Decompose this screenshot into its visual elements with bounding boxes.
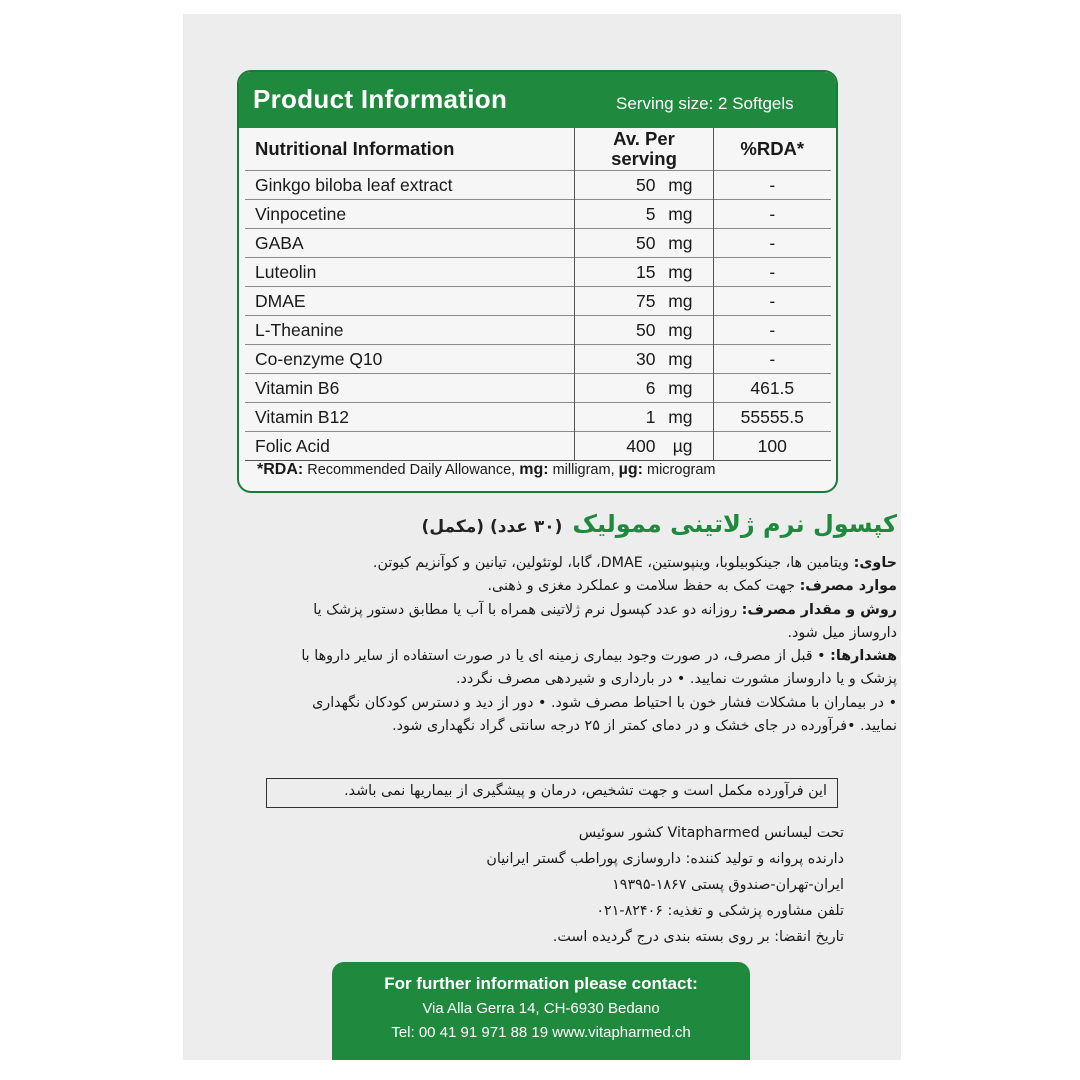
amount-qty: 6	[645, 377, 656, 398]
nutrition-row	[245, 229, 831, 258]
persian-subtitle: (۳۰ عدد) (مکمل)	[421, 517, 563, 537]
amount-qty: 50	[636, 174, 656, 195]
ingredient-rda: 55555.5	[740, 406, 804, 427]
ingredient-amount	[575, 374, 713, 403]
ingredient-amount	[575, 258, 713, 287]
amount-unit: µg	[672, 435, 693, 456]
contains-label: حاوی:	[853, 555, 897, 571]
dosage-text: روزانه دو عدد کپسول نرم ژلاتینی همراه با آب یا مطابق دستور پزشک یا داروساز میل شود.	[313, 601, 897, 641]
usage-text: جهت کمک به حفظ سلامت و عملکرد مغزی و ذهنی.	[487, 578, 800, 595]
ingredient-rda: -	[769, 174, 776, 195]
amount-unit: mg	[668, 203, 693, 224]
dosage-line	[297, 599, 897, 646]
amount-qty: 75	[636, 290, 656, 311]
header-name: Nutritional Information	[255, 138, 455, 159]
contact-address: Via Alla Gerra 14, CH-6930 Bedano	[422, 1000, 660, 1017]
amount-qty: 1	[645, 406, 656, 427]
ingredient-amount	[575, 229, 713, 258]
serving-size: Serving size: 2 Softgels	[616, 94, 794, 113]
ingredient-amount	[575, 403, 713, 432]
amount-qty: 50	[636, 232, 656, 253]
phone-line: تلفن مشاوره پزشکی و تغذیه: ۸۲۴۰۶-۰۲۱	[596, 903, 844, 919]
info-header	[239, 72, 836, 128]
footnote-rda-text: Recommended Daily Allowance,	[303, 462, 520, 478]
ingredient-amount	[575, 287, 713, 316]
contact-box	[332, 962, 750, 1060]
nutrition-row	[245, 374, 831, 403]
amount-unit: mg	[668, 174, 693, 195]
nutrition-row	[245, 432, 831, 461]
ingredient-name: Folic Acid	[255, 435, 330, 456]
amount-unit: mg	[668, 261, 693, 282]
ingredient-name: Vitamin B6	[255, 377, 340, 398]
nutrition-row	[245, 287, 831, 316]
amount-unit: mg	[668, 377, 693, 398]
ingredient-name: Vitamin B12	[255, 406, 350, 427]
product-information-box	[237, 70, 838, 493]
nutrition-table	[245, 128, 831, 461]
warnings-label: هشدارها:	[830, 648, 897, 665]
ingredient-amount	[575, 171, 713, 200]
header-rda: %RDA*	[740, 138, 805, 159]
address-line: ایران-تهران-صندوق پستی ۱۸۶۷-۱۹۳۹۵	[612, 877, 844, 893]
ingredient-amount	[575, 345, 713, 374]
expiry-line: تاریخ انقضا: بر روی بسته بندی درج گردیده است.	[552, 929, 844, 945]
footnote-mg-text: milligram,	[548, 462, 619, 478]
footnote-rda-key: *RDA:	[257, 461, 304, 478]
ingredient-rda: 100	[757, 435, 787, 456]
manufacturer-line: دارنده پروانه و تولید کننده: داروسازی پوراطب گستر ایرانیان	[486, 851, 844, 867]
usage-label: موارد مصرف:	[799, 578, 897, 595]
warnings-line-2: • در بیماران با مشکلات فشار خون با احتیاط مصرف شود. • دور از دید و دسترس کودکان نگهداری نمایید. •فرآورده در جای خشک و در دمای کمتر از ۲۵ درجه سانتی گراد نگهداری شود.	[312, 694, 897, 735]
ingredient-name: Vinpocetine	[255, 203, 347, 224]
ingredient-name: GABA	[255, 232, 304, 253]
ingredient-rda: -	[769, 232, 776, 253]
usage-line	[297, 575, 897, 598]
nutrition-row	[245, 171, 831, 200]
amount-qty: 50	[636, 319, 656, 340]
amount-qty: 5	[645, 203, 656, 224]
persian-description	[297, 552, 897, 738]
ingredient-amount	[575, 432, 713, 461]
contact-heading: For further information please contact:	[384, 974, 698, 993]
info-title: Product Information	[253, 84, 508, 114]
ingredient-rda: -	[769, 319, 776, 340]
ingredient-amount	[575, 316, 713, 345]
ingredient-name: Ginkgo biloba leaf extract	[255, 174, 453, 195]
ingredient-name: L-Theanine	[255, 319, 344, 340]
footnote-ug-text: microgram	[642, 462, 716, 478]
nutrition-row	[245, 403, 831, 432]
ingredient-name: DMAE	[255, 290, 306, 311]
ingredient-amount	[575, 200, 713, 229]
dosage-label: روش و مقدار مصرف:	[741, 601, 897, 618]
ingredient-rda: -	[769, 203, 776, 224]
amount-unit: mg	[668, 290, 693, 311]
footnote-ug-key: µg:	[618, 461, 643, 478]
ingredient-rda: -	[769, 290, 776, 311]
header-amount: Av. Per serving	[575, 128, 713, 171]
license-info	[414, 820, 844, 950]
warnings-text: • قبل از مصرف، در صورت وجود بیماری زمینه ای یا در صورت استفاده از سایر داروها با پزشک و یا داروساز مشورت نمایید. • در بارداری و شیردهی مصرف نگردد.	[301, 648, 897, 688]
amount-qty: 30	[636, 348, 656, 369]
nutrition-header-row	[245, 128, 831, 171]
nutrition-row	[245, 200, 831, 229]
amount-unit: mg	[668, 348, 693, 369]
amount-unit: mg	[668, 232, 693, 253]
license-line: تحت لیسانس Vitapharmed کشور سوئیس	[578, 825, 844, 841]
contains-text: ویتامین ها، جینکوبیلوبا، وینپوستین، DMAE، گابا، لوتئولین، تیانین و کوآنزیم کیوتن.	[372, 555, 854, 571]
nutrition-row	[245, 316, 831, 345]
contact-tel: Tel: 00 41 91 971 88 19 www.vitapharmed.ch	[391, 1024, 691, 1041]
nutrition-row	[245, 345, 831, 374]
amount-unit: mg	[668, 319, 693, 340]
persian-product-title	[422, 510, 897, 538]
footnote-mg-key: mg:	[519, 461, 549, 478]
ingredient-rda: -	[769, 261, 776, 282]
contains-line	[297, 552, 897, 575]
nutrition-row	[245, 258, 831, 287]
warnings-line	[297, 645, 897, 692]
amount-unit: mg	[668, 406, 693, 427]
disclaimer-box: این فرآورده مکمل است و جهت تشخیص، درمان و پیشگیری از بیماریها نمی باشد.	[266, 778, 838, 808]
amount-qty: 15	[636, 261, 656, 282]
ingredient-name: Luteolin	[255, 261, 317, 282]
amount-qty: 400	[626, 435, 656, 456]
ingredient-name: Co-enzyme Q10	[255, 348, 383, 369]
ingredient-rda: -	[769, 348, 776, 369]
footnote	[257, 461, 715, 479]
persian-title-text: کپسول نرم ژلاتینی ممولیک	[572, 510, 897, 538]
ingredient-rda: 461.5	[750, 377, 795, 398]
